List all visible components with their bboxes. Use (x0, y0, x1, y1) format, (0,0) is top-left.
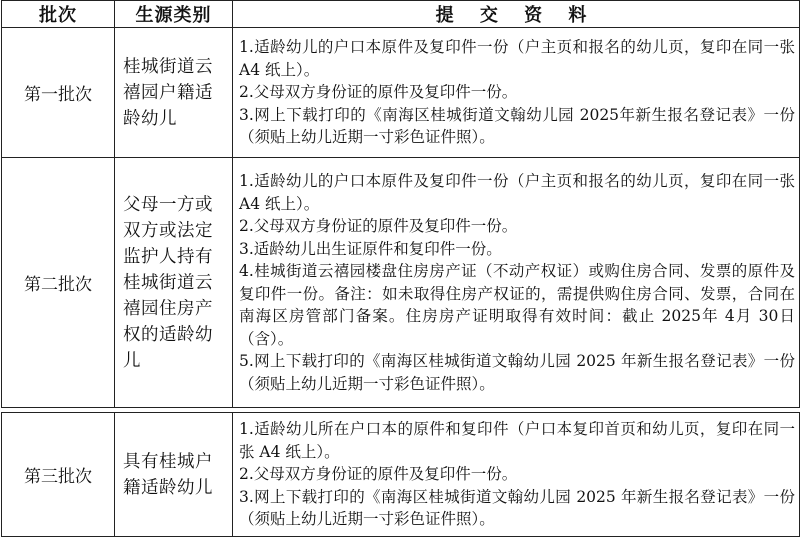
batch-cell: 第二批次 (2, 158, 115, 408)
header-source-type: 生源类别 (115, 1, 233, 28)
document-item: 2.父母双方身份证的原件及复印件一份。 (239, 83, 518, 102)
table-row (2, 28, 800, 158)
source-type-cell: 桂城街道云禧园户籍适龄幼儿 (115, 28, 233, 158)
enrollment-requirements-table (1, 0, 800, 537)
documents-cell (233, 413, 800, 537)
document-item: 3.网上下载打印的《南海区桂城街道文翰幼儿园 2025 年新生报名登记表》一份（须贴上幼儿近期一寸彩色证件照）。 (239, 487, 795, 529)
header-documents: 提 交 资 料 (233, 1, 800, 28)
documents-cell (233, 28, 800, 158)
source-type-cell: 具有桂城户籍适龄幼儿 (115, 413, 233, 537)
header-batch: 批次 (2, 1, 115, 28)
document-item: 3.网上下载打印的《南海区桂城街道文翰幼儿园 2025年新生报名登记表》一份（须贴上幼儿近期一寸彩色证件照）。 (239, 105, 795, 147)
documents-cell (233, 158, 800, 408)
source-type-cell: 父母一方或双方或法定监护人持有桂城街道云禧园住房产权的适龄幼儿 (115, 158, 233, 408)
batch-cell: 第三批次 (2, 413, 115, 537)
document-item: 2.父母双方身份证的原件及复印件一份。 (239, 217, 518, 235)
document-item: 4.桂城街道云禧园楼盘住房房产证（不动产权证）或购住房合同、发票的原件及复印件一份。备注：如未取得住房产权证的，需提供购住房合同、发票，合同在南海区房管部门备案。住房房产证明取得有效时间：截止 2025年 4月 30日（含）。 (239, 262, 795, 348)
batch-cell: 第一批次 (2, 28, 115, 158)
document-item: 1.适龄幼儿的户口本原件及复印件一份（户主页和报名的幼儿页，复印在同一张 A4 纸上）。 (239, 172, 795, 213)
document-item: 2.父母双方身份证的原件及复印件一份。 (239, 465, 518, 484)
document-item: 5.网上下载打印的《南海区桂城街道文翰幼儿园 2025 年新生报名登记表》一份（须贴上幼儿近期一寸彩色证件照）。 (239, 352, 795, 393)
document-item: 1.适龄幼儿所在户口本的原件和复印件（户口本复印首页和幼儿页，复印在同一张 A4 纸上）。 (239, 420, 795, 461)
document-item: 1.适龄幼儿的户口本原件及复印件一份（户主页和报名的幼儿页，复印在同一张 A4 纸上）。 (239, 38, 795, 79)
table-row (2, 413, 800, 537)
header-row (2, 1, 800, 28)
table-row (2, 158, 800, 408)
document-item: 3.适龄幼儿出生证原件和复印件一份。 (239, 239, 502, 258)
